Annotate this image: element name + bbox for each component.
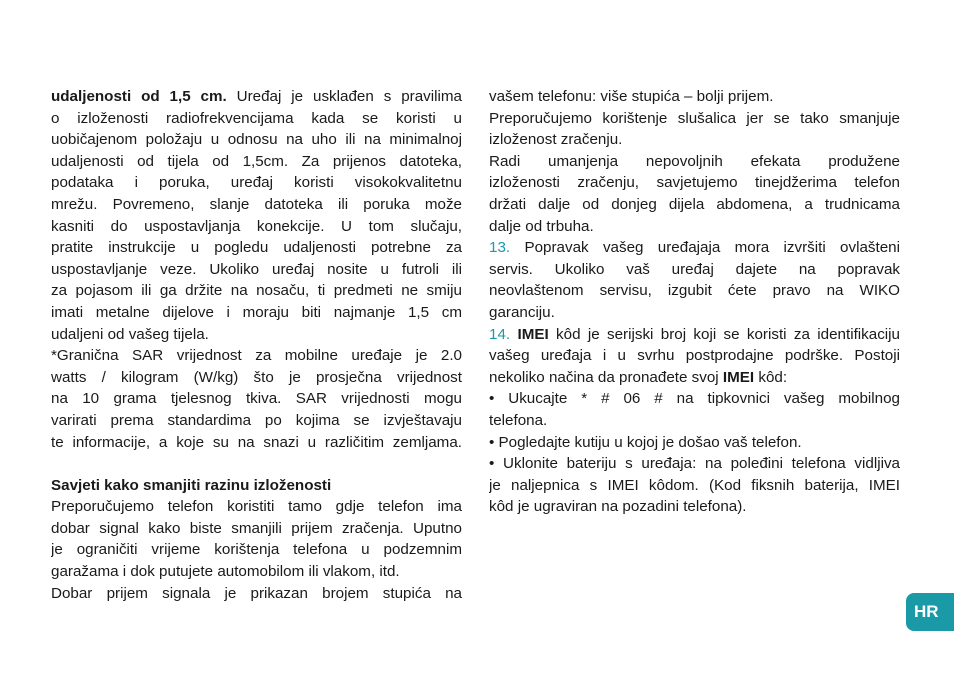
text-line: uspostavljanje veze. Ukoliko uređaj nosite u futroli ili [51, 260, 462, 278]
text-line: je ograničiti vrijeme korištenja telefona u podzemnim [51, 541, 462, 559]
text-line: vašeg uređaja i u svrhu postprodajne podrške. Postoji [489, 347, 900, 365]
text-line: kasniti do uspostavljanja konekcije. U tom slučaju, [51, 217, 462, 235]
item-number: 13. [489, 239, 511, 257]
text-line: izloženost zračenju. [489, 131, 623, 149]
text-line: garanciju. [489, 303, 555, 321]
text-line: podataka i poruka, uređaj koristi visokokvalitetnu [51, 174, 462, 192]
text-line: garažama i dok putujete automobilom ili vlakom, itd. [51, 563, 400, 581]
text-line: je naljepnica s IMEI kôdom. (Kod fiksnih baterija, IMEI [489, 476, 900, 494]
text-line: mrežu. Povremeno, slanje datoteka ili poruka može [51, 195, 462, 213]
language-tab: HR [906, 593, 954, 631]
text-line: te informacije, a koje su na snazi u različitim zemljama. [51, 433, 462, 451]
text-line: uobičajenom položaju u odnosu na uho ili na minimalnoj [51, 131, 462, 149]
text-line: kôd je ugraviran na pozadini telefona). [489, 498, 747, 516]
text-line: imati metalne dijelove i moraju biti najmanje 1,5 cm [51, 303, 462, 321]
text-line: Preporučujemo telefon koristiti tamo gdje telefon ima [51, 498, 462, 516]
text-line: Radi umanjenja nepovoljnih efekata produžene [489, 152, 900, 170]
text-line: Preporučujemo korištenje slušalica jer se tako smanjuje [489, 109, 900, 127]
item-number: 14. [489, 325, 511, 343]
bold-phrase: IMEI [722, 368, 755, 386]
text-span: kôd je serijski broj koji se koristi za identifikaciju [548, 325, 900, 343]
text-line: izloženosti zračenju, savjetujemo tinejdžerima telefon [489, 174, 900, 192]
text-line: dalje od trbuha. [489, 217, 594, 235]
spacer [51, 453, 462, 475]
text-line: za pojasom ili ga držite na nosaču, ti predmeti ne smiju [51, 282, 462, 300]
text-line: neovlaštenom servisu, izgubit ćete pravo na WIKO [489, 282, 900, 300]
text-line: servis. Ukoliko vaš uređaj dajete na popravak [489, 260, 900, 278]
text-line: na 10 grama tjelesnog tkiva. SAR vrijednosti mogu [51, 390, 462, 408]
text-span: Uređaj je usklađen s pravilima [226, 88, 462, 105]
left-column [51, 86, 462, 604]
text-line [489, 324, 900, 346]
text-line [51, 86, 462, 108]
text-line: o izloženosti radiofrekvencijama kada se koristi u [51, 109, 462, 127]
text-line: udaljenosti od tijela od 1,5cm. Za prijenos datoteka, [51, 152, 462, 170]
text-line: dobar signal kako biste smanjili prijem zračenja. Uputno [51, 519, 462, 537]
bold-phrase: udaljenosti od 1,5 cm. [51, 88, 227, 105]
text-line [489, 367, 900, 389]
bold-phrase: IMEI [517, 325, 549, 343]
text-line: držati dalje od donjeg dijela abdomena, a trudnicama [489, 195, 900, 213]
text-line: telefona. [489, 411, 548, 429]
text-line: vašem telefonu: više stupića – bolji prijem. [489, 88, 774, 105]
text-line: varirati prema standardima po kojima se izvještavaju [51, 411, 462, 429]
text-span: nekoliko načina da pronađete svoj [489, 368, 723, 386]
text-span: kôd: [754, 368, 788, 386]
section-heading [51, 475, 462, 497]
bullet-line: • Ukucajte * # 06 # na tipkovnici vašeg mobilnog [489, 390, 900, 408]
right-column [489, 86, 900, 518]
text-line: Dobar prijem signala je prikazan brojem stupića na [51, 584, 462, 602]
text-line: watts / kilogram (W/kg) što je prosječna vrijednost [51, 368, 462, 386]
heading-text: Savjeti kako smanjiti razinu izloženosti [51, 476, 332, 494]
bullet-line: • Uklonite bateriju s uređaja: na poleđini telefona vidljiva [489, 455, 900, 473]
bullet-line: • Pogledajte kutiju u kojoj je došao vaš telefon. [489, 433, 802, 451]
text-line [489, 237, 900, 259]
text-line: pratite instrukcije u pogledu udaljenosti potrebne za [51, 239, 462, 257]
text-span: Popravak vašeg uređajaja mora izvršiti ovlašteni [510, 239, 900, 257]
text-line: *Granična SAR vrijednost za mobilne uređaje je 2.0 [51, 347, 462, 365]
text-line: udaljeni od vašeg tijela. [51, 325, 209, 343]
